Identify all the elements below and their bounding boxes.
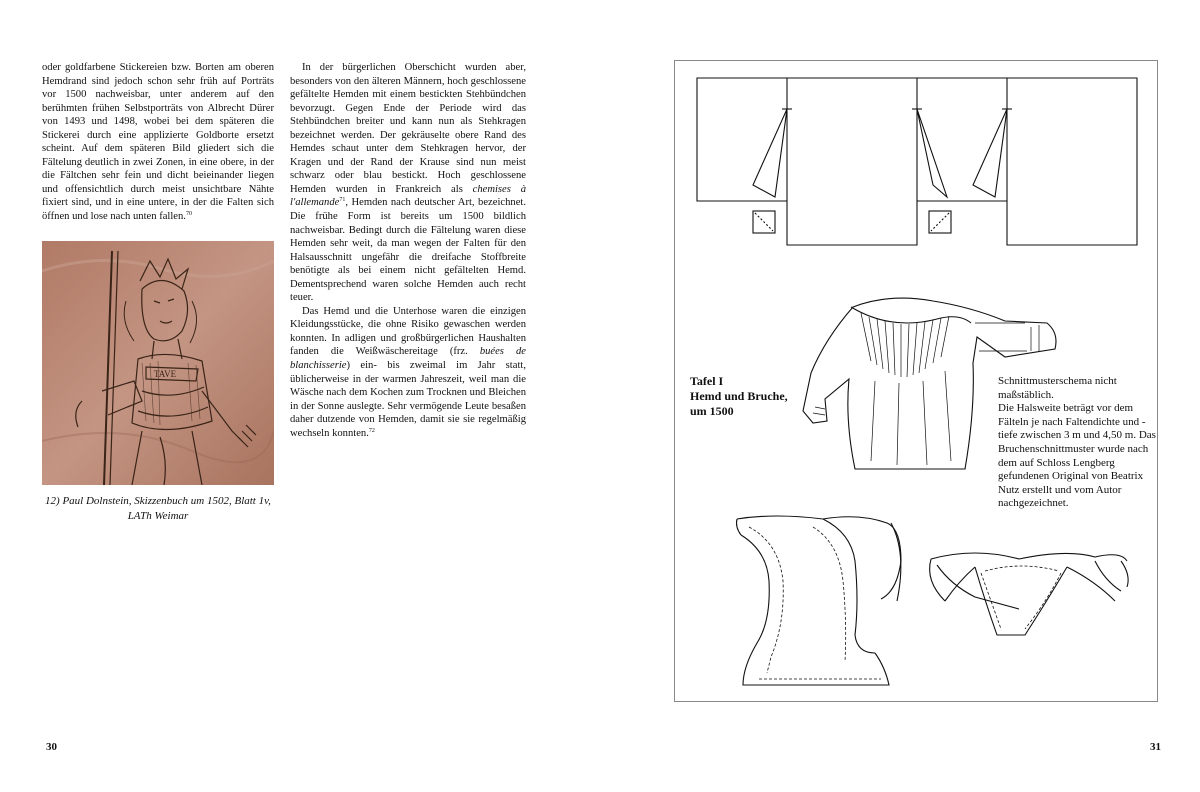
page-number-right: 31 bbox=[1150, 741, 1161, 753]
col2-paragraph-2 bbox=[290, 305, 526, 440]
plate-title: Tafel I Hemd und Bruche, um 1500 bbox=[690, 374, 788, 418]
col1-paragraph: oder goldfarbene Stickereien bzw. Borten am oberen Hemdrand sind jedoch schon sehr früh auf Porträts vor 1500 nachweisbar, unter anderem auf den berühmten frühen Selbstporträts von Albrecht Dürer von 1493 und 1498, wobei bei dem späteren die Stickerei durch eine applizierte Goldborte ersetzt scheint. Auf dem späteren Bild gliedert sich die Fältelung deutlich in zwei Zonen, in eine obere, in der die Fältchen sehr fein und dicht beieinander liegen und offensichtlich durch meist unsichtbare Nähte fixiert sind, und in eine untere, in der die Falten sich öffnen und lose nach unten fallen. bbox=[42, 62, 274, 223]
page-number-left: 30 bbox=[46, 741, 57, 753]
sketch-illustration bbox=[42, 241, 274, 485]
col2-paragraph-1 bbox=[290, 61, 526, 305]
footnote-ref-71: 71 bbox=[339, 197, 346, 204]
bruche-pattern-left bbox=[737, 516, 902, 685]
historical-sketch-image bbox=[42, 241, 274, 485]
p1-text-b: , Hemden nach deutscher Art, bezeichnet. Die frühe Form ist bereits um 1500 bildlich nachweisbar. Bedingt durch die Fältelung waren diese Hemden sehr weit, da man wegen der Falten für den Halsausschnitt ungefähr die dreifache Stoffbreite benötigte als bei einem nicht gefältelten Hemd. Dementsprechend waren solche Hemden auch recht teuer. bbox=[290, 197, 526, 304]
p1-italic-term: chemises à l'allemande bbox=[290, 183, 526, 209]
p1-text-a: In der bürgerlichen Oberschicht wurden aber, besonders von den älteren Männern, hoch geschlossene gefältelte Hemden mit einem bestickten Stehbündchen bevorzugt. Gegen Ende der Periode wird das Stehbündchen breiter und kann nun als Stehkragen bezeichnet werden. Der gekräuselte obere Rand des Hemdes schaut unter dem Stehkragen hervor, der Kragen und der Rand der Krause sind nun meist schwarz oder blau bestickt. Hoch geschlossene Hemden wurden in Frankreich als bbox=[290, 62, 526, 195]
p2-italic-term: buées de blanchisserie bbox=[290, 346, 526, 372]
right-column-text bbox=[290, 61, 526, 440]
pattern-plate-frame bbox=[674, 60, 1158, 702]
left-column-text bbox=[42, 61, 274, 224]
image-caption: 12) Paul Dolnstein, Skizzenbuch um 1502, Blatt 1v, LATh Weimar bbox=[45, 495, 271, 522]
plate-description: Schnittmusterschema nicht maßstäblich. Die Halsweite beträgt vor dem Fälteln je nach Faltendichte und -tiefe zwischen 3 m und 4,50 m. Das Bruchenschnittmuster wurde nach dem auf Schloss Lengberg gefundenen Original von Beatrix Nutz erstellt und vom Autor nachgezeichnet. bbox=[998, 375, 1156, 510]
bruche-pattern-right bbox=[930, 553, 1129, 635]
shirt-cutting-pattern bbox=[697, 78, 1137, 245]
footnote-ref-70: 70 bbox=[185, 211, 192, 218]
p2-text-b: ) ein- bis zweimal im Jahr statt, üblicherweise in der warmen Jahreszeit, weil man die Wäsche nach dem Kochen zum Trocknen und Bleichen in der Sonne auslegte. Sehr vermögende Leute besaßen daher dutzende von Hemden, damit sie sie regelmäßig wechseln konnten. bbox=[290, 360, 526, 439]
p2-text-a: Das Hemd und die Unterhose waren die einzigen Kleidungsstücke, die ohne Risiko gewaschen werden konnten. In adligen und großbürgerlichen Haushalten fanden die Weißwäschereitage (frz. bbox=[290, 305, 526, 358]
footnote-ref-72: 72 bbox=[368, 427, 375, 434]
sketch-inscription: TAVE bbox=[154, 369, 177, 379]
